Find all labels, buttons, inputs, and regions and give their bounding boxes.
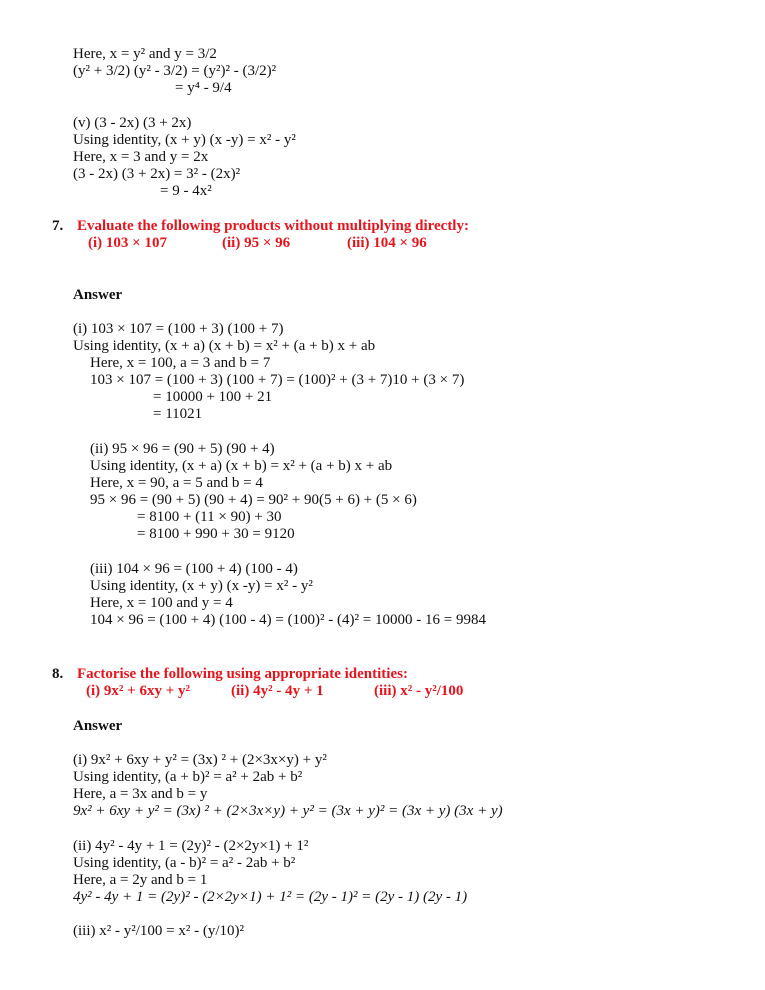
question-title: Factorise the following using appropriate identities: — [77, 666, 408, 682]
answer-label: Answer — [73, 718, 123, 734]
text-line: Here, x = 3 and y = 2x — [73, 149, 209, 165]
text-line: Using identity, (x + a) (x + b) = x² + (a + b) x + ab — [73, 338, 376, 354]
text-line: Here, x = 90, a = 5 and b = 4 — [90, 475, 263, 491]
question-number: 8. — [52, 666, 64, 682]
question-item: (iii) 104 × 96 — [347, 235, 427, 251]
text-line: 103 × 107 = (100 + 3) (100 + 7) = (100)² + (3 + 7)10 + (3 × 7) — [90, 372, 465, 388]
text-line: 4y² - 4y + 1 = (2y)² - (2×2y×1) + 1² = (2y - 1)² = (2y - 1) (2y - 1) — [73, 889, 468, 905]
text-line: 9x² + 6xy + y² = (3x) ² + (2×3x×y) + y² = (3x + y)² = (3x + y) (3x + y) — [73, 803, 503, 819]
text-line: (iii) x² - y²/100 = x² - (y/10)² — [73, 923, 245, 939]
text-line: Using identity, (a + b)² = a² + 2ab + b² — [73, 769, 303, 785]
answer-label: Answer — [73, 287, 123, 303]
text-line: = 10000 + 100 + 21 — [153, 389, 273, 405]
text-line: = 11021 — [153, 406, 203, 422]
text-line: = 8100 + 990 + 30 = 9120 — [137, 526, 295, 542]
text-line: Using identity, (x + y) (x -y) = x² - y² — [90, 578, 313, 594]
text-line: (i) 103 × 107 = (100 + 3) (100 + 7) — [73, 321, 284, 337]
text-line: Here, x = 100 and y = 4 — [90, 595, 233, 611]
question-item: (ii) 95 × 96 — [222, 235, 291, 251]
text-line: Using identity, (x + y) (x -y) = x² - y² — [73, 132, 296, 148]
text-line: = 8100 + (11 × 90) + 30 — [137, 509, 282, 525]
text-line: Here, x = 100, a = 3 and b = 7 — [90, 355, 271, 371]
text-line: Using identity, (x + a) (x + b) = x² + (a + b) x + ab — [90, 458, 393, 474]
text-line: (i) 9x² + 6xy + y² = (3x) ² + (2×3x×y) + y² — [73, 752, 327, 768]
text-line: Here, x = y² and y = 3/2 — [73, 46, 217, 62]
text-line: (ii) 95 × 96 = (90 + 5) (90 + 4) — [90, 441, 275, 457]
text-line: 95 × 96 = (90 + 5) (90 + 4) = 90² + 90(5 + 6) + (5 × 6) — [90, 492, 417, 508]
text-line: (3 - 2x) (3 + 2x) = 3² - (2x)² — [73, 166, 241, 182]
question-item: (i) 9x² + 6xy + y² — [86, 683, 190, 699]
text-line: (y² + 3/2) (y² - 3/2) = (y²)² - (3/2)² — [73, 63, 277, 79]
text-line: Here, a = 3x and b = y — [73, 786, 208, 802]
text-line: 104 × 96 = (100 + 4) (100 - 4) = (100)² - (4)² = 10000 - 16 = 9984 — [90, 612, 486, 628]
question-item: (ii) 4y² - 4y + 1 — [231, 683, 324, 699]
text-line: Using identity, (a - b)² = a² - 2ab + b² — [73, 855, 296, 871]
text-line: (v) (3 - 2x) (3 + 2x) — [73, 115, 192, 131]
text-line: Here, a = 2y and b = 1 — [73, 872, 208, 888]
text-line: (iii) 104 × 96 = (100 + 4) (100 - 4) — [90, 561, 298, 577]
question-item: (iii) x² - y²/100 — [374, 683, 464, 699]
text-line: = 9 - 4x² — [160, 183, 212, 199]
question-number: 7. — [52, 218, 64, 234]
question-title: Evaluate the following products without multiplying directly: — [77, 218, 469, 234]
text-line: (ii) 4y² - 4y + 1 = (2y)² - (2×2y×1) + 1² — [73, 838, 309, 854]
text-line: = y⁴ - 9/4 — [175, 80, 232, 96]
question-item: (i) 103 × 107 — [88, 235, 167, 251]
